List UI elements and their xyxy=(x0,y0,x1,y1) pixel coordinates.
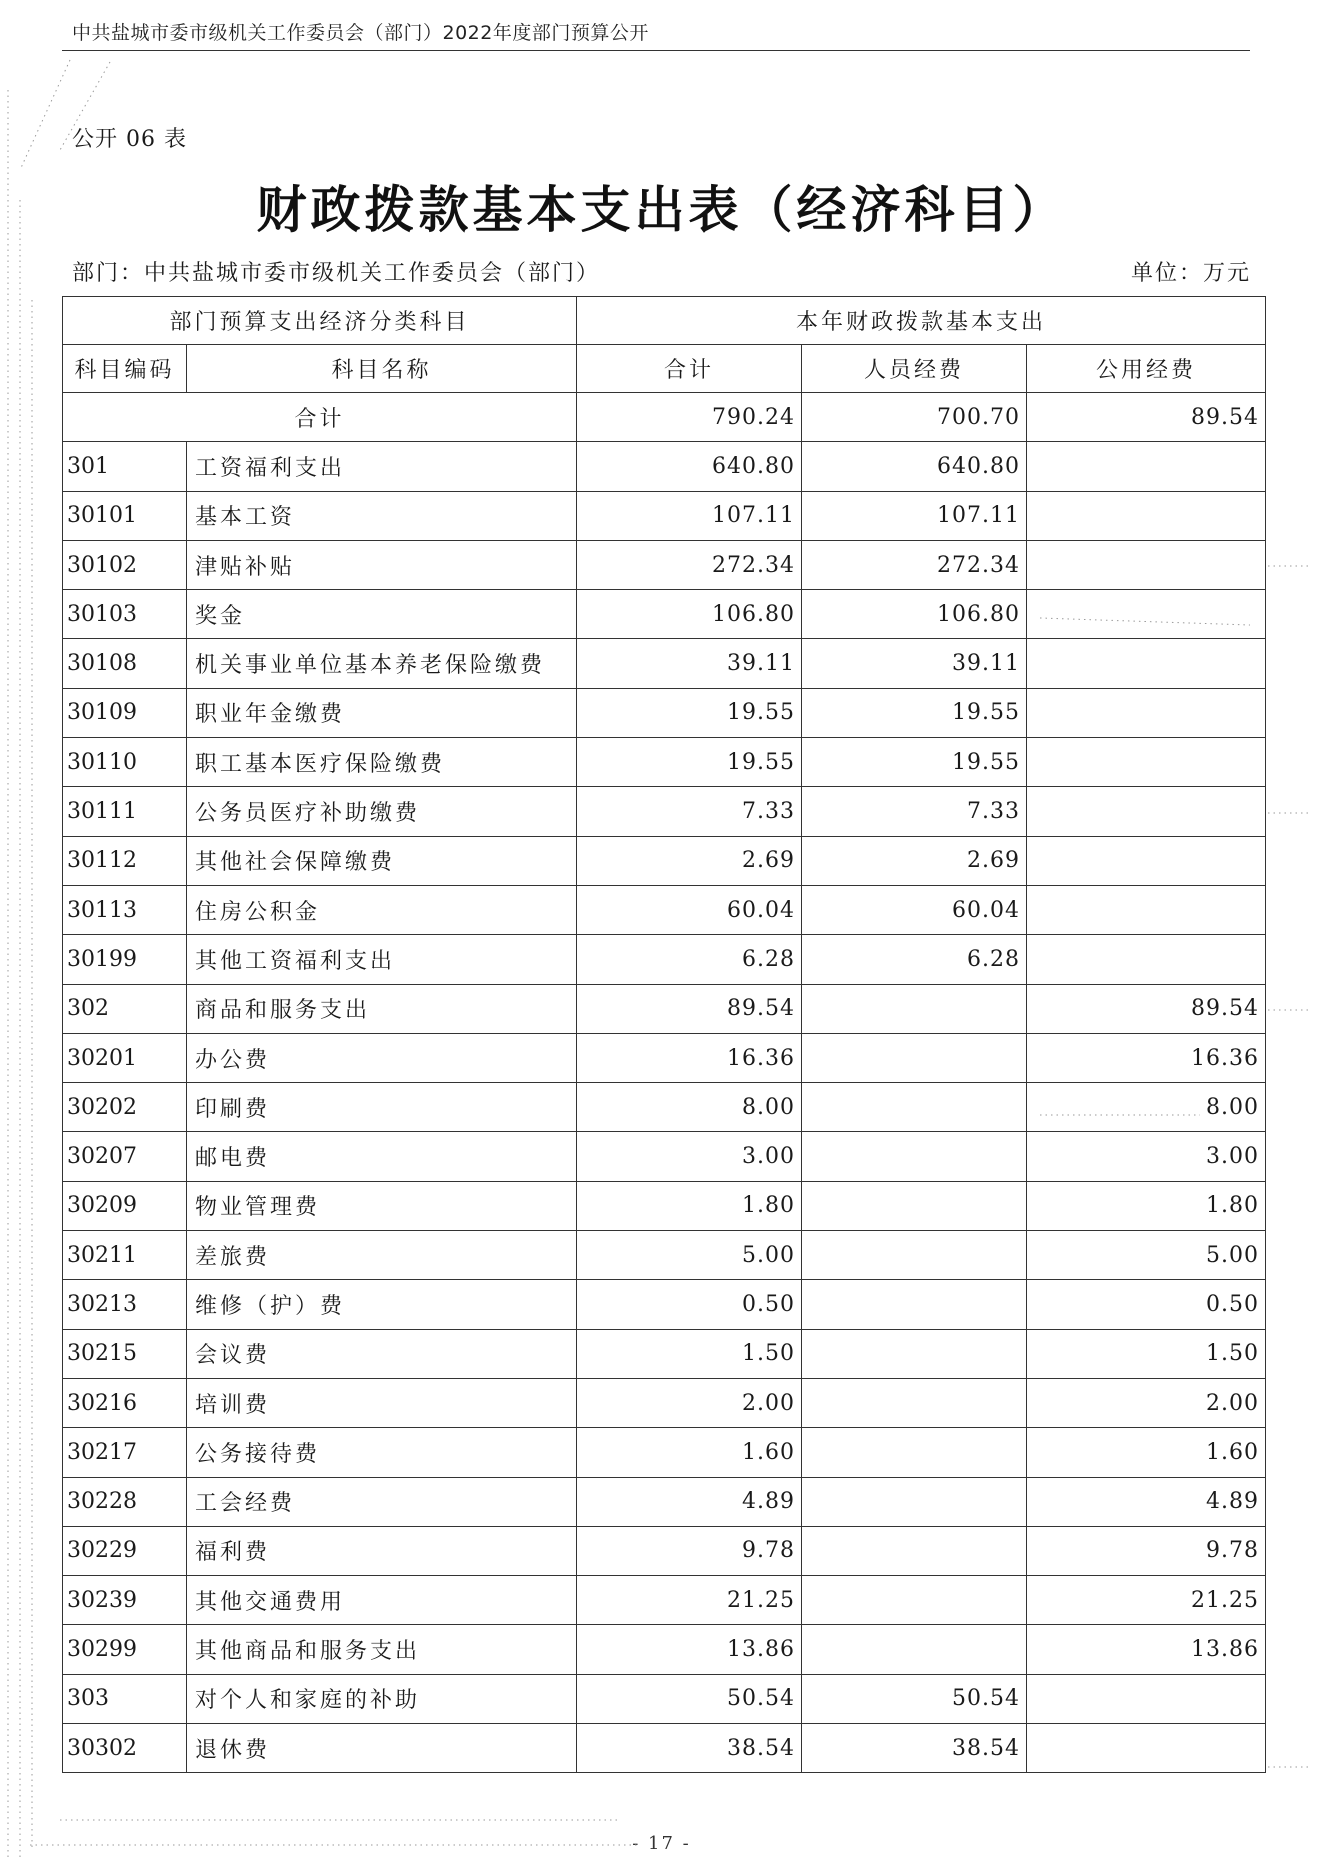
table-row xyxy=(63,787,1266,836)
row-name: 其他商品和服务支出 xyxy=(187,1625,577,1674)
row-name: 退休费 xyxy=(187,1724,577,1773)
table-row xyxy=(63,984,1266,1033)
row-public: 8.00 xyxy=(1027,1083,1266,1132)
row-total: 0.50 xyxy=(577,1280,802,1329)
row-total: 2.00 xyxy=(577,1378,802,1427)
row-name: 其他工资福利支出 xyxy=(187,935,577,984)
total-public: 89.54 xyxy=(1027,393,1266,442)
row-code: 30199 xyxy=(63,935,187,984)
row-public xyxy=(1027,836,1266,885)
row-name: 基本工资 xyxy=(187,491,577,540)
header-current-year: 本年财政拨款基本支出 xyxy=(577,297,1266,345)
total-label: 合计 xyxy=(63,393,577,442)
row-code: 303 xyxy=(63,1674,187,1723)
row-code: 30302 xyxy=(63,1724,187,1773)
row-name: 其他社会保障缴费 xyxy=(187,836,577,885)
row-name: 其他交通费用 xyxy=(187,1576,577,1625)
row-name: 津贴补贴 xyxy=(187,540,577,589)
table-row xyxy=(63,1329,1266,1378)
page-title: 财政拨款基本支出表（经济科目） xyxy=(256,181,1067,239)
table-row xyxy=(63,1674,1266,1723)
total-amount: 790.24 xyxy=(577,393,802,442)
row-total: 13.86 xyxy=(577,1625,802,1674)
row-code: 30229 xyxy=(63,1526,187,1575)
row-total: 16.36 xyxy=(577,1033,802,1082)
table-row xyxy=(63,1625,1266,1674)
table-row xyxy=(63,1477,1266,1526)
table-row xyxy=(63,540,1266,589)
row-public xyxy=(1027,885,1266,934)
header-code: 科目编码 xyxy=(63,345,187,393)
row-personnel: 19.55 xyxy=(802,738,1027,787)
table-row xyxy=(63,885,1266,934)
row-public xyxy=(1027,1674,1266,1723)
row-public: 5.00 xyxy=(1027,1231,1266,1280)
row-code: 30112 xyxy=(63,836,187,885)
row-public xyxy=(1027,1724,1266,1773)
row-total: 106.80 xyxy=(577,590,802,639)
row-code: 30108 xyxy=(63,639,187,688)
row-code: 30207 xyxy=(63,1132,187,1181)
row-total: 1.80 xyxy=(577,1181,802,1230)
row-name: 工会经费 xyxy=(187,1477,577,1526)
table-row xyxy=(63,1083,1266,1132)
header-public: 公用经费 xyxy=(1027,345,1266,393)
row-public: 89.54 xyxy=(1027,984,1266,1033)
row-code: 30103 xyxy=(63,590,187,639)
table-row xyxy=(63,1280,1266,1329)
row-public xyxy=(1027,738,1266,787)
row-public: 1.80 xyxy=(1027,1181,1266,1230)
group-header-row xyxy=(63,297,1266,345)
table-row xyxy=(63,935,1266,984)
row-personnel: 50.54 xyxy=(802,1674,1027,1723)
row-total: 89.54 xyxy=(577,984,802,1033)
row-total: 21.25 xyxy=(577,1576,802,1625)
row-public: 0.50 xyxy=(1027,1280,1266,1329)
header-total: 合计 xyxy=(577,345,802,393)
row-total: 3.00 xyxy=(577,1132,802,1181)
total-row xyxy=(63,393,1266,442)
row-code: 30217 xyxy=(63,1428,187,1477)
row-code: 30215 xyxy=(63,1329,187,1378)
row-name: 工资福利支出 xyxy=(187,442,577,491)
row-code: 30239 xyxy=(63,1576,187,1625)
row-total: 9.78 xyxy=(577,1526,802,1575)
row-name: 会议费 xyxy=(187,1329,577,1378)
row-name: 职业年金缴费 xyxy=(187,688,577,737)
row-code: 30110 xyxy=(63,738,187,787)
row-total: 39.11 xyxy=(577,639,802,688)
row-total: 19.55 xyxy=(577,688,802,737)
table-row xyxy=(63,491,1266,540)
row-total: 272.34 xyxy=(577,540,802,589)
row-public: 21.25 xyxy=(1027,1576,1266,1625)
running-header: 中共盐城市委市级机关工作委员会（部门）2022年度部门预算公开 xyxy=(72,22,649,44)
row-personnel xyxy=(802,1132,1027,1181)
row-code: 30109 xyxy=(63,688,187,737)
table-row xyxy=(63,836,1266,885)
table-row xyxy=(63,442,1266,491)
table-row xyxy=(63,1576,1266,1625)
row-personnel xyxy=(802,1526,1027,1575)
total-personnel: 700.70 xyxy=(802,393,1027,442)
row-personnel: 107.11 xyxy=(802,491,1027,540)
header-rule xyxy=(62,50,1250,51)
row-total: 5.00 xyxy=(577,1231,802,1280)
row-total: 2.69 xyxy=(577,836,802,885)
row-name: 公务接待费 xyxy=(187,1428,577,1477)
row-public xyxy=(1027,590,1266,639)
row-code: 30102 xyxy=(63,540,187,589)
row-personnel xyxy=(802,1428,1027,1477)
row-code: 301 xyxy=(63,442,187,491)
row-code: 302 xyxy=(63,984,187,1033)
header-personnel: 人员经费 xyxy=(802,345,1027,393)
row-total: 60.04 xyxy=(577,885,802,934)
row-public: 4.89 xyxy=(1027,1477,1266,1526)
row-personnel: 19.55 xyxy=(802,688,1027,737)
row-code: 30202 xyxy=(63,1083,187,1132)
row-name: 住房公积金 xyxy=(187,885,577,934)
row-personnel xyxy=(802,1329,1027,1378)
table-row xyxy=(63,1181,1266,1230)
row-public: 9.78 xyxy=(1027,1526,1266,1575)
form-number: 公开 06 表 xyxy=(72,127,187,152)
row-public: 16.36 xyxy=(1027,1033,1266,1082)
table-row xyxy=(63,738,1266,787)
row-public: 1.60 xyxy=(1027,1428,1266,1477)
row-personnel xyxy=(802,1181,1027,1230)
row-public xyxy=(1027,442,1266,491)
row-personnel: 7.33 xyxy=(802,787,1027,836)
row-personnel xyxy=(802,1280,1027,1329)
row-personnel: 60.04 xyxy=(802,885,1027,934)
department-label: 部门：中共盐城市委市级机关工作委员会（部门） xyxy=(72,261,601,286)
row-total: 640.80 xyxy=(577,442,802,491)
row-name: 公务员医疗补助缴费 xyxy=(187,787,577,836)
row-public xyxy=(1027,688,1266,737)
row-personnel: 640.80 xyxy=(802,442,1027,491)
row-total: 38.54 xyxy=(577,1724,802,1773)
unit-label: 单位：万元 xyxy=(1130,261,1251,286)
row-name: 奖金 xyxy=(187,590,577,639)
row-personnel: 106.80 xyxy=(802,590,1027,639)
table-row xyxy=(63,1231,1266,1280)
row-public xyxy=(1027,639,1266,688)
row-name: 差旅费 xyxy=(187,1231,577,1280)
row-name: 福利费 xyxy=(187,1526,577,1575)
row-total: 19.55 xyxy=(577,738,802,787)
table-row xyxy=(63,590,1266,639)
row-public: 1.50 xyxy=(1027,1329,1266,1378)
row-name: 培训费 xyxy=(187,1378,577,1427)
row-name: 办公费 xyxy=(187,1033,577,1082)
row-personnel xyxy=(802,1083,1027,1132)
row-name: 邮电费 xyxy=(187,1132,577,1181)
table-row xyxy=(63,1033,1266,1082)
row-name: 机关事业单位基本养老保险缴费 xyxy=(187,639,577,688)
row-public xyxy=(1027,935,1266,984)
table-row xyxy=(63,1526,1266,1575)
row-name: 印刷费 xyxy=(187,1083,577,1132)
row-personnel: 39.11 xyxy=(802,639,1027,688)
row-public: 13.86 xyxy=(1027,1625,1266,1674)
table-row xyxy=(63,1724,1266,1773)
row-code: 30201 xyxy=(63,1033,187,1082)
column-header-row xyxy=(63,345,1266,393)
row-name: 商品和服务支出 xyxy=(187,984,577,1033)
row-personnel: 38.54 xyxy=(802,1724,1027,1773)
row-personnel xyxy=(802,1576,1027,1625)
row-total: 107.11 xyxy=(577,491,802,540)
row-personnel xyxy=(802,1477,1027,1526)
row-personnel: 2.69 xyxy=(802,836,1027,885)
row-code: 30213 xyxy=(63,1280,187,1329)
row-total: 8.00 xyxy=(577,1083,802,1132)
row-code: 30228 xyxy=(63,1477,187,1526)
row-personnel: 272.34 xyxy=(802,540,1027,589)
row-total: 6.28 xyxy=(577,935,802,984)
row-code: 30101 xyxy=(63,491,187,540)
budget-table xyxy=(62,296,1266,1773)
row-code: 30113 xyxy=(63,885,187,934)
page-number: - 17 - xyxy=(632,1833,691,1854)
row-public: 2.00 xyxy=(1027,1378,1266,1427)
row-personnel xyxy=(802,984,1027,1033)
row-name: 物业管理费 xyxy=(187,1181,577,1230)
row-personnel xyxy=(802,1378,1027,1427)
row-code: 30299 xyxy=(63,1625,187,1674)
header-classification: 部门预算支出经济分类科目 xyxy=(63,297,577,345)
row-total: 1.60 xyxy=(577,1428,802,1477)
row-public xyxy=(1027,787,1266,836)
table-row xyxy=(63,639,1266,688)
table-row xyxy=(63,688,1266,737)
row-personnel xyxy=(802,1625,1027,1674)
table-row xyxy=(63,1378,1266,1427)
scan-dots-line xyxy=(20,60,70,170)
row-public xyxy=(1027,491,1266,540)
row-total: 7.33 xyxy=(577,787,802,836)
row-total: 50.54 xyxy=(577,1674,802,1723)
row-personnel xyxy=(802,1033,1027,1082)
row-name: 对个人和家庭的补助 xyxy=(187,1674,577,1723)
row-code: 30216 xyxy=(63,1378,187,1427)
row-code: 30111 xyxy=(63,787,187,836)
row-personnel: 6.28 xyxy=(802,935,1027,984)
table-row xyxy=(63,1428,1266,1477)
row-total: 4.89 xyxy=(577,1477,802,1526)
header-name: 科目名称 xyxy=(187,345,577,393)
table-row xyxy=(63,1132,1266,1181)
row-code: 30209 xyxy=(63,1181,187,1230)
row-public xyxy=(1027,540,1266,589)
row-code: 30211 xyxy=(63,1231,187,1280)
row-public: 3.00 xyxy=(1027,1132,1266,1181)
row-personnel xyxy=(802,1231,1027,1280)
row-total: 1.50 xyxy=(577,1329,802,1378)
row-name: 职工基本医疗保险缴费 xyxy=(187,738,577,787)
row-name: 维修（护）费 xyxy=(187,1280,577,1329)
